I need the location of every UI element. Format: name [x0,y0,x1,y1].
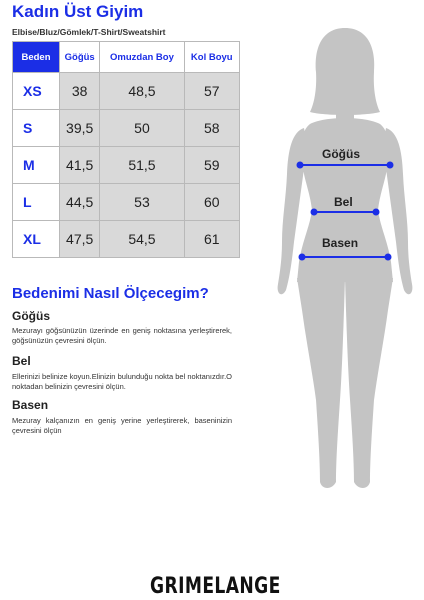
column-header-beden: Beden [13,42,60,73]
table-cell: 39,5 [60,110,100,147]
table-row [13,147,240,184]
column-header-omuzdan-boy: Omuzdan Boy [100,42,184,73]
table-cell: 53 [100,184,184,221]
hips-figure-label: Basen [322,236,359,250]
table-cell: 50 [100,110,184,147]
size-table [12,41,240,258]
table-row [13,221,240,258]
hips-heading: Basen [12,398,49,412]
body-figure [270,20,420,500]
size-label: XS [13,73,60,110]
table-cell: 38 [60,73,100,110]
table-cell: 58 [184,110,239,147]
waist-instructions: Ellerinizi belinize koyun.Elinizin bulunduğu nokta bel noktanızdır.O noktadan belinizin çevresini ölçün. [12,372,232,391]
hips-instructions: Mezuray kalçanızın en geniş yerine yerleştirerek, baseninizin çevresini ölçün [12,416,232,435]
table-cell: 41,5 [60,147,100,184]
table-row [13,184,240,221]
column-header-kol-boyu: Kol Boyu [184,42,239,73]
waist-figure-label: Bel [334,195,353,209]
brand-logo: GRIMELANGE [150,574,281,599]
size-label: M [13,147,60,184]
table-row [13,110,240,147]
table-cell: 59 [184,147,239,184]
page-title: Kadın Üst Giyim [12,2,144,21]
chest-instructions: Mezurayı göğsünüzün üzerinde en geniş noktasına yerleştirerek, göğsünüzün çevresini ölçün. [12,326,232,345]
page-subtitle: Elbise/Bluz/Gömlek/T-Shirt/Sweatshirt [12,27,166,37]
chest-figure-label: Göğüs [322,147,360,161]
table-row [13,73,240,110]
table-cell: 60 [184,184,239,221]
size-label: XL [13,221,60,258]
guide-title: Bedenimi Nasıl Ölçecegim? [12,285,209,302]
table-cell: 44,5 [60,184,100,221]
table-cell: 47,5 [60,221,100,258]
chest-heading: Göğüs [12,309,50,323]
size-label: S [13,110,60,147]
column-header-gogus: Göğüs [60,42,100,73]
table-cell: 48,5 [100,73,184,110]
waist-heading: Bel [12,354,31,368]
size-label: L [13,184,60,221]
table-cell: 54,5 [100,221,184,258]
table-cell: 57 [184,73,239,110]
table-cell: 61 [184,221,239,258]
table-cell: 51,5 [100,147,184,184]
size-table-header [13,42,240,73]
